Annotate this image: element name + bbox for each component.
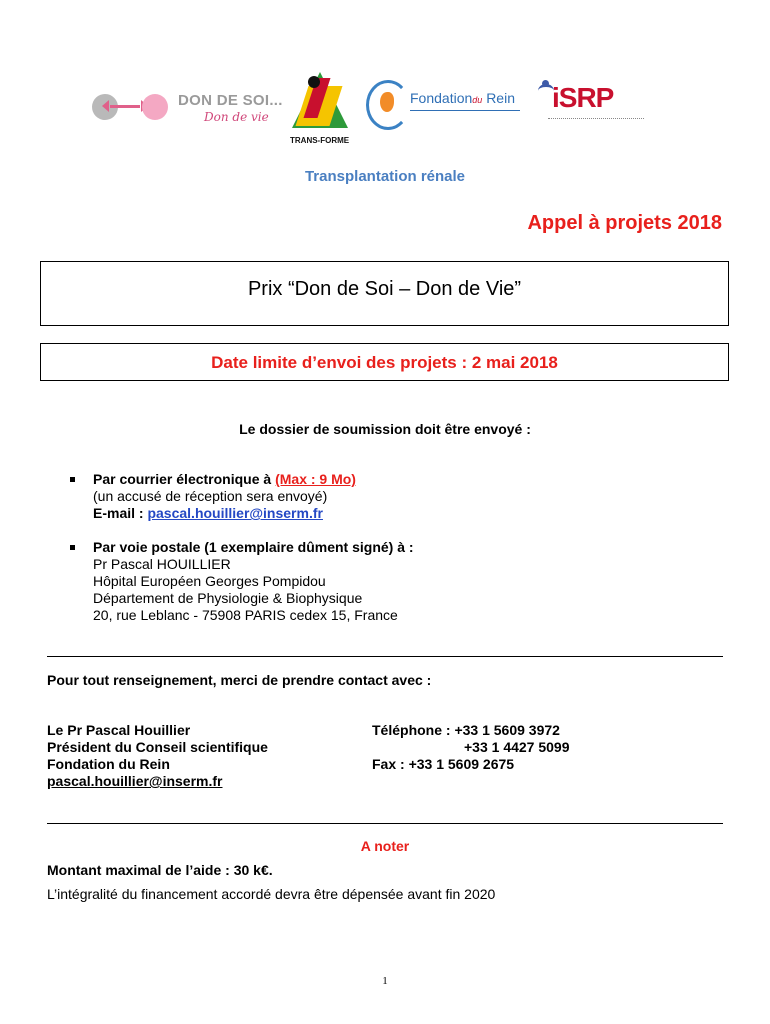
- bullet-icon: [70, 545, 75, 550]
- isrp-tagline: [548, 118, 644, 121]
- max-amount: Montant maximal de l’aide : 30 k€.: [47, 862, 273, 878]
- email-submission-label: Par courrier électronique à: [93, 471, 276, 487]
- double-arrow-icon: [110, 105, 140, 108]
- phone-primary: Téléphone : +33 1 5609 3972: [372, 722, 560, 738]
- dds-logo-subtitle: Don de vie: [204, 110, 269, 124]
- call-title: Appel à projets 2018: [527, 212, 722, 234]
- postal-submission-label: Par voie postale (1 exemplaire dûment signé) à :: [93, 539, 414, 555]
- postal-line: 20, rue Leblanc - 75908 PARIS cedex 15, France: [93, 607, 398, 623]
- page-number: 1: [382, 975, 388, 987]
- email-label: E-mail :: [93, 505, 148, 521]
- trans-forme-logo: [288, 72, 354, 150]
- fdr-du: du: [472, 95, 483, 105]
- divider: [47, 656, 723, 657]
- receipt-note: (un accusé de réception sera envoyé): [93, 488, 328, 504]
- contact-org: Fondation du Rein: [47, 756, 170, 772]
- isrp-logo-text: iSRP: [552, 82, 614, 113]
- deadline-text: Date limite d’envoi des projets : 2 mai 2018: [211, 353, 558, 372]
- postal-line: Hôpital Européen Georges Pompidou: [93, 573, 326, 589]
- isrp-logo: [538, 80, 648, 130]
- tf-logo-text: TRANS-FORME: [290, 136, 350, 145]
- fdr-logo-text: [410, 90, 515, 106]
- note-heading: A noter: [360, 838, 410, 854]
- contact-email-link[interactable]: pascal.houillier@inserm.fr: [47, 773, 223, 789]
- contact-heading: Pour tout renseignement, merci de prendre contact avec :: [47, 672, 432, 688]
- fdr-rein: Rein: [486, 90, 515, 106]
- fondation-du-rein-logo: [366, 80, 536, 140]
- contact-role: Président du Conseil scientifique: [47, 739, 268, 755]
- kidney-icon: [380, 92, 394, 112]
- bullet-icon: [70, 477, 75, 482]
- pink-heart-icon: [142, 94, 168, 120]
- don-de-soi-logo: [92, 88, 282, 128]
- contact-name: Le Pr Pascal Houillier: [47, 722, 191, 738]
- logo-banner: [0, 70, 770, 155]
- page-subtitle: Transplantation rénale: [304, 168, 466, 185]
- divider: [47, 823, 723, 824]
- contact-phones: [372, 722, 570, 773]
- max-size-note: (Max : 9 Mo): [275, 471, 356, 487]
- postal-line: Département de Physiologie & Biophysique: [93, 590, 363, 606]
- phone-secondary: +33 1 4427 5099: [464, 739, 570, 755]
- prix-title: Prix “Don de Soi – Don de Vie”: [247, 278, 522, 300]
- email-link[interactable]: pascal.houillier@inserm.fr: [147, 505, 323, 521]
- postal-submission-item: [70, 539, 414, 624]
- email-submission-item: [70, 471, 356, 522]
- funding-deadline: L’intégralité du financement accordé devra être dépensée avant fin 2020: [47, 886, 496, 902]
- fdr-underline: [410, 110, 520, 111]
- dds-logo-title: DON DE SOI...: [178, 92, 283, 109]
- fdr-main: Fondation: [410, 90, 473, 106]
- deadline-box: [40, 343, 729, 381]
- prix-box: [40, 261, 729, 326]
- submission-intro: Le dossier de soumission doit être envoyé :: [239, 421, 531, 437]
- fax-number: Fax : +33 1 5609 2675: [372, 756, 515, 772]
- postal-line: Pr Pascal HOUILLIER: [93, 556, 231, 572]
- tf-figure-icon: [308, 76, 320, 88]
- contact-person: [47, 722, 268, 790]
